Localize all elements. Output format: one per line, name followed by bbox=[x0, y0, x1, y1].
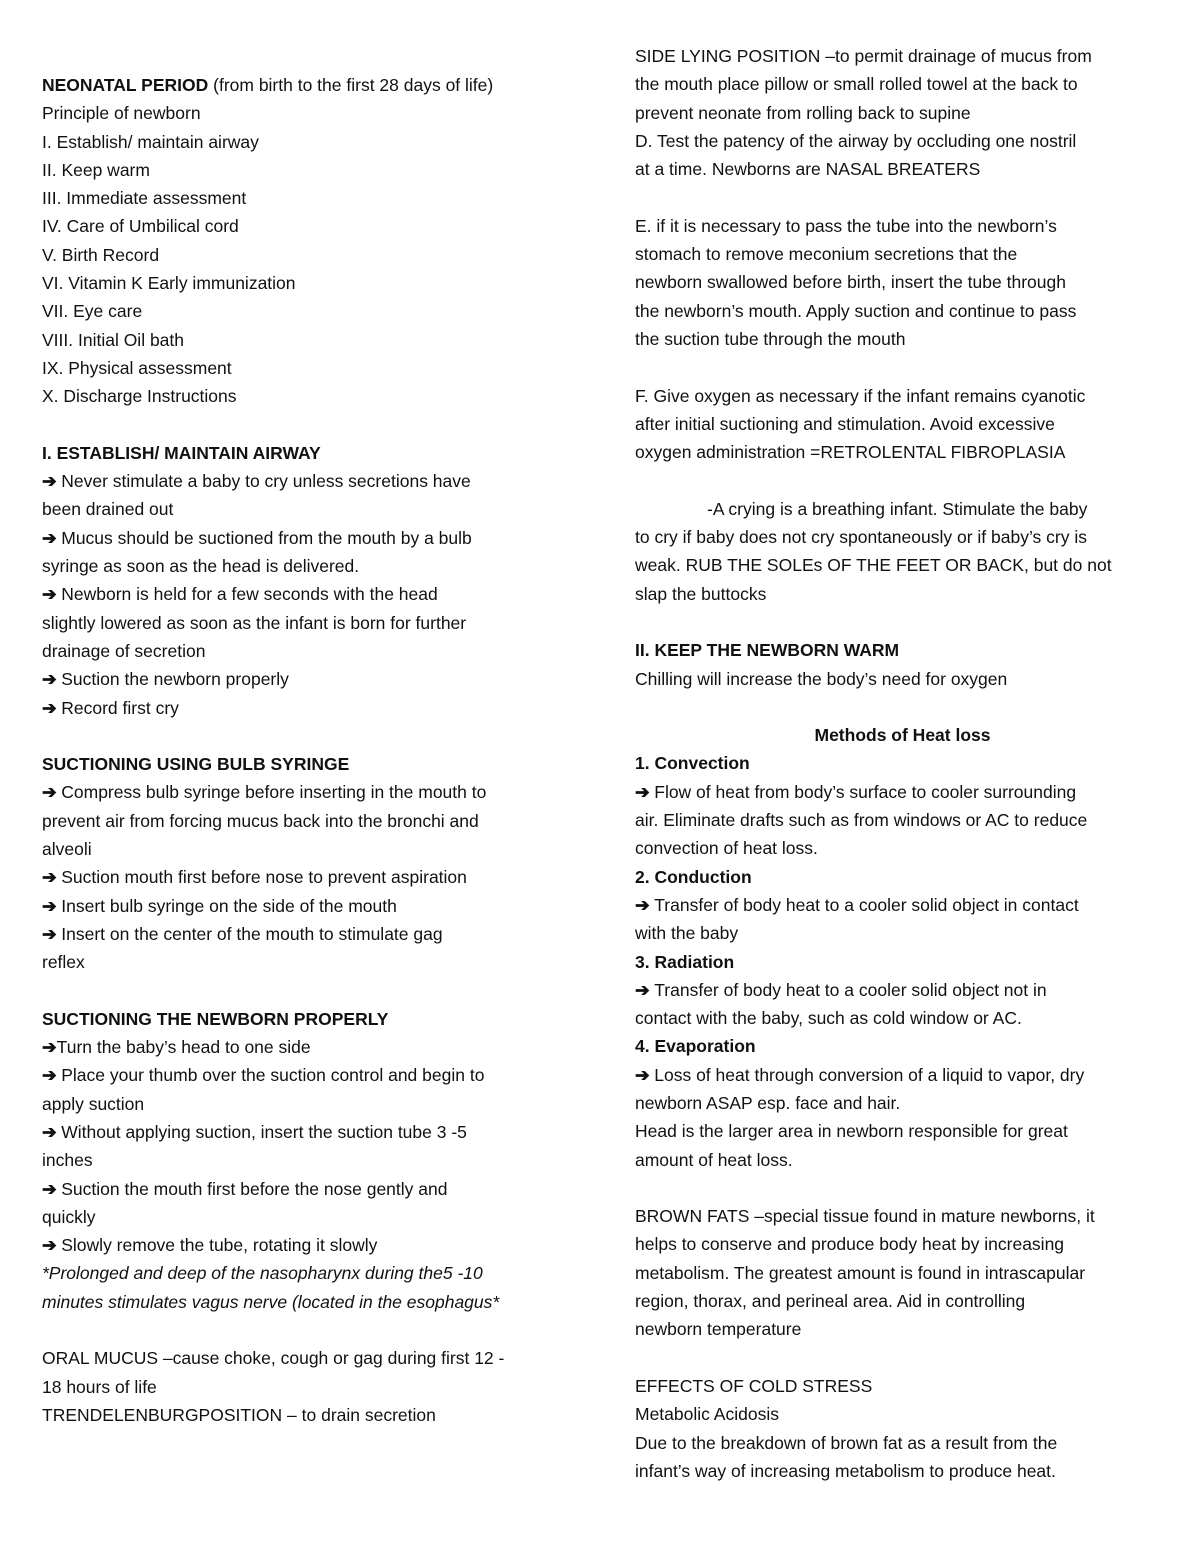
arrow-icon: ➔ bbox=[635, 894, 650, 915]
bulb-line: ➔ Compress bulb syringe before inserting in the mouth to bbox=[42, 778, 572, 806]
proper-line: inches bbox=[42, 1150, 93, 1171]
bulb-line: ➔ Insert bulb syringe on the side of the mouth bbox=[42, 892, 572, 920]
step-e-line: stomach to remove meconium secretions that the bbox=[635, 244, 1018, 265]
arrow-icon: ➔ bbox=[635, 979, 650, 1000]
arrow-icon: ➔ bbox=[635, 1064, 650, 1085]
method-title: 4. Evaporation bbox=[635, 1036, 756, 1057]
step-f-line: oxygen administration =RETROLENTAL FIBROPLASIA bbox=[635, 442, 1066, 463]
bulb-line: prevent air from forcing mucus back into the bronchi and bbox=[42, 810, 479, 831]
arrow-icon: ➔ bbox=[42, 1178, 57, 1199]
step-f-line: F. Give oxygen as necessary if the infant remains cyanotic bbox=[635, 385, 1086, 406]
cold-stress-line: Due to the breakdown of brown fat as a result from the bbox=[635, 1432, 1058, 1453]
airway-heading: I. ESTABLISH/ MAINTAIN AIRWAY bbox=[42, 442, 321, 463]
page-title: NEONATAL PERIOD (from birth to the first 28 days of life) bbox=[42, 75, 494, 95]
proper-line: ➔Turn the baby’s head to one side bbox=[42, 1033, 572, 1061]
brown-fat-line: helps to conserve and produce body heat by increasing bbox=[635, 1234, 1065, 1255]
principle-item: I. Establish/ maintain airway bbox=[42, 131, 259, 152]
proper-line: ➔ Place your thumb over the suction control and begin to bbox=[42, 1061, 572, 1089]
step-e-line: newborn swallowed before birth, insert the tube through bbox=[635, 272, 1066, 293]
proper-line: ➔ Suction the mouth first before the nose gently and bbox=[42, 1175, 572, 1203]
cold-stress-line: Metabolic Acidosis bbox=[635, 1404, 779, 1425]
arrow-icon: ➔ bbox=[42, 867, 57, 888]
arrow-icon: ➔ bbox=[42, 923, 57, 944]
arrow-icon: ➔ bbox=[42, 471, 57, 492]
principle-item: II. Keep warm bbox=[42, 159, 150, 180]
oral-mucus-line: ORAL MUCUS –cause choke, cough or gag during first 12 - bbox=[42, 1348, 505, 1369]
proper-heading: SUCTIONING THE NEWBORN PROPERLY bbox=[42, 1008, 389, 1029]
method-line: ➔ Transfer of body heat to a cooler solid object in contact bbox=[635, 891, 1170, 919]
airway-line: been drained out bbox=[42, 499, 174, 520]
note-line: minutes stimulates vagus nerve (located in the esophagus* bbox=[42, 1291, 500, 1312]
principle-item: X. Discharge Instructions bbox=[42, 386, 237, 407]
method-title: 2. Conduction bbox=[635, 866, 752, 887]
side-lying-line: the mouth place pillow or small rolled towel at the back to bbox=[635, 74, 1078, 95]
left-column bbox=[42, 0, 572, 1429]
proper-line: apply suction bbox=[42, 1093, 145, 1114]
bulb-heading: SUCTIONING USING BULB SYRINGE bbox=[42, 754, 350, 775]
airway-line: ➔ Suction the newborn properly bbox=[42, 665, 572, 693]
bulb-line: reflex bbox=[42, 952, 85, 973]
cold-stress-heading: EFFECTS OF COLD STRESS bbox=[635, 1375, 873, 1396]
arrow-icon: ➔ bbox=[42, 895, 57, 916]
method-line: contact with the baby, such as cold window or AC. bbox=[635, 1008, 1022, 1029]
principle-item: VIII. Initial Oil bath bbox=[42, 329, 185, 350]
arrow-icon: ➔ bbox=[42, 584, 57, 605]
proper-line: ➔ Without applying suction, insert the suction tube 3 -5 bbox=[42, 1118, 572, 1146]
brown-fat-line: region, thorax, and perineal area. Aid in controlling bbox=[635, 1291, 1026, 1312]
method-line: convection of heat loss. bbox=[635, 838, 818, 859]
arrow-icon: ➔ bbox=[42, 1235, 57, 1256]
method-line: Head is the larger area in newborn responsible for great bbox=[635, 1121, 1068, 1142]
arrow-icon: ➔ bbox=[42, 1037, 57, 1058]
arrow-icon: ➔ bbox=[635, 781, 650, 802]
airway-line: syringe as soon as the head is delivered. bbox=[42, 556, 360, 577]
brown-fat-line: metabolism. The greatest amount is found in intrascapular bbox=[635, 1262, 1086, 1283]
method-line: ➔ Loss of heat through conversion of a liquid to vapor, dry bbox=[635, 1061, 1170, 1089]
step-e-line: E. if it is necessary to pass the tube into the newborn’s bbox=[635, 215, 1057, 236]
bulb-line: ➔ Insert on the center of the mouth to stimulate gag bbox=[42, 920, 572, 948]
bulb-line: ➔ Suction mouth first before nose to prevent aspiration bbox=[42, 863, 572, 891]
bulb-line: alveoli bbox=[42, 839, 92, 860]
method-line: amount of heat loss. bbox=[635, 1149, 793, 1170]
side-lying-line: SIDE LYING POSITION –to permit drainage of mucus from bbox=[635, 46, 1092, 66]
principle-item: III. Immediate assessment bbox=[42, 188, 247, 209]
step-f-line: after initial suctioning and stimulation. Avoid excessive bbox=[635, 413, 1055, 434]
trendelenburg-line: TRENDELENBURGPOSITION – to drain secretion bbox=[42, 1404, 436, 1425]
cold-stress-line: infant’s way of increasing metabolism to produce heat. bbox=[635, 1460, 1056, 1481]
step-e-line: the suction tube through the mouth bbox=[635, 328, 906, 349]
method-line: air. Eliminate drafts such as from windows or AC to reduce bbox=[635, 810, 1088, 831]
method-line: ➔ Flow of heat from body’s surface to cooler surrounding bbox=[635, 778, 1170, 806]
principle-item: IV. Care of Umbilical cord bbox=[42, 216, 239, 237]
warm-heading: II. KEEP THE NEWBORN WARM bbox=[635, 640, 900, 661]
note-line: *Prolonged and deep of the nasopharynx during the5 -10 bbox=[42, 1263, 483, 1284]
method-line: newborn ASAP esp. face and hair. bbox=[635, 1092, 901, 1113]
principle-item: IX. Physical assessment bbox=[42, 357, 232, 378]
proper-line: quickly bbox=[42, 1206, 96, 1227]
methods-heading: Methods of Heat loss bbox=[814, 725, 991, 746]
method-line: with the baby bbox=[635, 923, 739, 944]
arrow-icon: ➔ bbox=[42, 669, 57, 690]
arrow-icon: ➔ bbox=[42, 1121, 57, 1142]
step-e-line: the newborn’s mouth. Apply suction and continue to pass bbox=[635, 300, 1077, 321]
arrow-icon: ➔ bbox=[42, 782, 57, 803]
airway-line: slightly lowered as soon as the infant is born for further bbox=[42, 612, 467, 633]
arrow-icon: ➔ bbox=[42, 697, 57, 718]
crying-line: to cry if baby does not cry spontaneously or if baby’s cry is bbox=[635, 527, 1087, 548]
brown-fat-line: BROWN FATS –special tissue found in mature newborns, it bbox=[635, 1206, 1095, 1227]
method-line: ➔ Transfer of body heat to a cooler solid object not in bbox=[635, 976, 1170, 1004]
airway-line: ➔ Record first cry bbox=[42, 694, 572, 722]
side-lying-line: prevent neonate from rolling back to supine bbox=[635, 102, 971, 123]
method-title: 3. Radiation bbox=[635, 951, 735, 972]
airway-line: drainage of secretion bbox=[42, 640, 206, 661]
principles-heading: Principle of newborn bbox=[42, 103, 201, 124]
proper-line: ➔ Slowly remove the tube, rotating it slowly bbox=[42, 1231, 572, 1259]
right-column bbox=[635, 0, 1170, 1485]
method-title: 1. Convection bbox=[635, 753, 750, 774]
airway-line: ➔ Mucus should be suctioned from the mouth by a bulb bbox=[42, 524, 572, 552]
oral-mucus-line: 18 hours of life bbox=[42, 1376, 157, 1397]
crying-line: weak. RUB THE SOLEs OF THE FEET OR BACK, but do not bbox=[635, 555, 1112, 576]
patency-line: at a time. Newborns are NASAL BREATERS bbox=[635, 159, 981, 180]
patency-line: D. Test the patency of the airway by occluding one nostril bbox=[635, 130, 1077, 151]
principle-item: V. Birth Record bbox=[42, 244, 160, 265]
arrow-icon: ➔ bbox=[42, 1065, 57, 1086]
airway-line: ➔ Newborn is held for a few seconds with the head bbox=[42, 580, 572, 608]
airway-line: ➔ Never stimulate a baby to cry unless secretions have bbox=[42, 467, 572, 495]
crying-line: -A crying is a breathing infant. Stimulate the baby bbox=[707, 498, 1088, 519]
brown-fat-line: newborn temperature bbox=[635, 1319, 802, 1340]
crying-line: slap the buttocks bbox=[635, 583, 767, 604]
arrow-icon: ➔ bbox=[42, 527, 57, 548]
principle-item: VII. Eye care bbox=[42, 301, 143, 322]
warm-line: Chilling will increase the body’s need for oxygen bbox=[635, 668, 1008, 689]
principle-item: VI. Vitamin K Early immunization bbox=[42, 273, 296, 294]
